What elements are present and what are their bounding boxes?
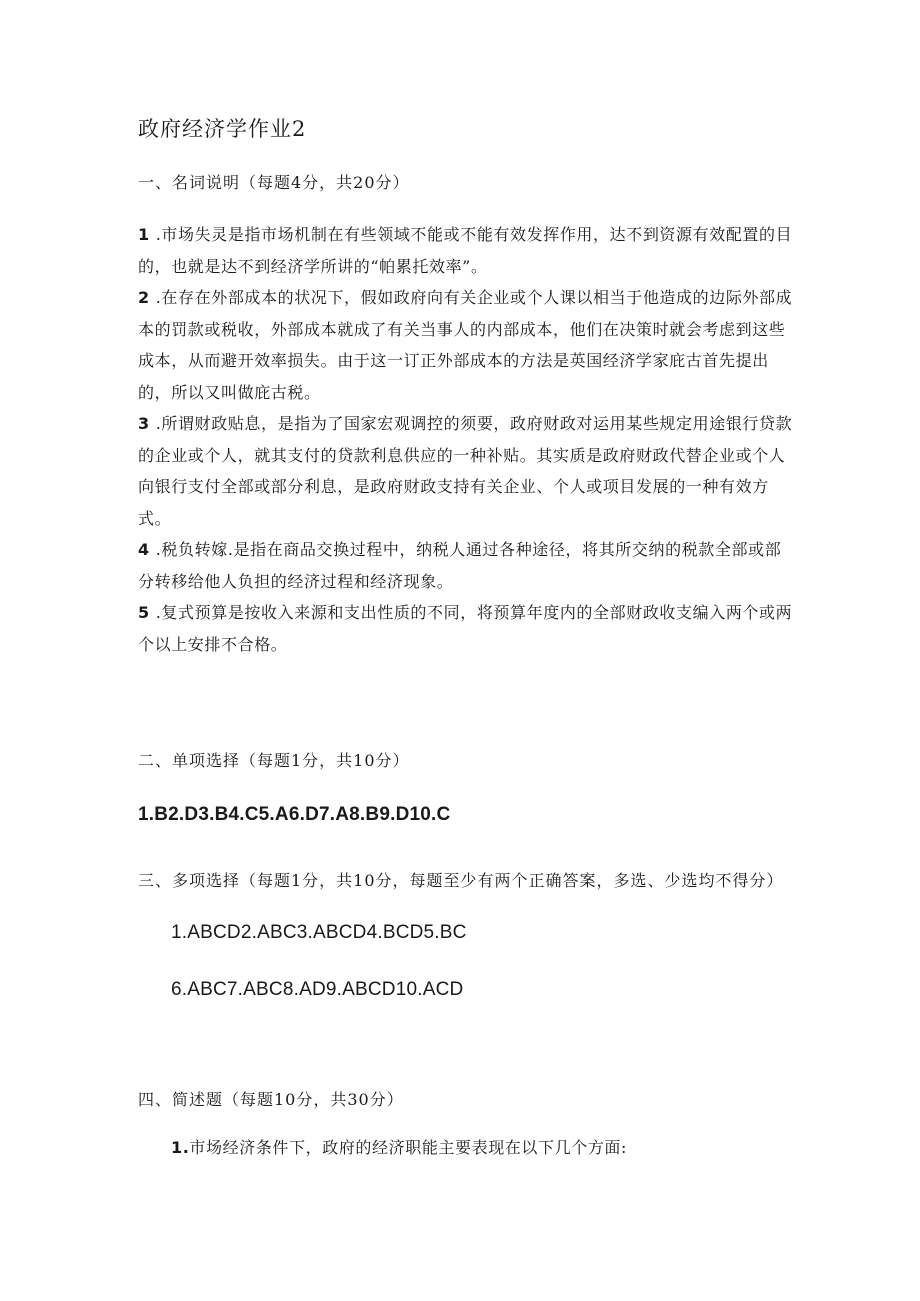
- item-number: 1: [138, 225, 150, 244]
- short-answer-item: [171, 1135, 627, 1158]
- document-title: 政府经济学作业2: [138, 117, 307, 141]
- definition-text: .所谓财政贴息，是指为了国家宏观调控的须要，政府财政对运用某些规定用途银行贷款的企业或个人，就其支付的贷款利息供应的一种补贴。其实质是政府财政代替企业或个人向银行支付全部或部分利息，是政府财政支持有关企业、个人或项目发展的一种有效方式。: [138, 414, 793, 528]
- item-number: 2: [138, 288, 150, 307]
- section-heading-short-answer: 四、简述题（每题10分，共30分）: [138, 1090, 404, 1109]
- definition-text: .在存在外部成本的状况下，假如政府向有关企业或个人课以相当于他造成的边际外部成本的罚款或税收，外部成本就成了有关当事人的内部成本，他们在决策时就会考虑到这些成本，从而避开效率损失。由于这一订正外部成本的方法是英国经济学家庇古首先提出的，所以又叫做庇古税。: [138, 288, 793, 402]
- definition-item: [138, 597, 793, 660]
- item-number: 4: [138, 540, 150, 559]
- definition-item: [138, 282, 793, 408]
- definition-item: [138, 534, 793, 597]
- section-heading-multiple-choice: 三、多项选择（每题1分，共10分，每题至少有两个正确答案，多选、少选均不得分）: [138, 871, 784, 890]
- item-number: 3: [138, 414, 150, 433]
- multiple-choice-answers-line2: 6.ABC7.ABC8.AD9.ABCD10.ACD: [171, 979, 464, 1000]
- single-choice-answers: 1.B2.D3.B4.C5.A6.D7.A8.B9.D10.C: [138, 804, 451, 825]
- multiple-choice-answers-line1: 1.ABCD2.ABC3.ABCD4.BCD5.BC: [171, 922, 467, 943]
- definition-item: [138, 219, 793, 282]
- definition-item: [138, 408, 793, 534]
- definitions-list: [138, 219, 793, 660]
- section-heading-definitions: 一、名词说明（每题4分，共20分）: [138, 173, 410, 192]
- definition-text: .市场失灵是指市场机制在有些领域不能或不能有效发挥作用，达不到资源有效配置的目的，也就是达不到经济学所讲的“帕累托效率”。: [138, 225, 793, 276]
- section-heading-single-choice: 二、单项选择（每题1分，共10分）: [138, 751, 410, 770]
- short-answer-text: 市场经济条件下，政府的经济职能主要表现在以下几个方面:: [189, 1138, 628, 1157]
- item-number: 5: [138, 603, 150, 622]
- definition-text: .税负转嫁.是指在商品交换过程中，纳税人通过各种途径，将其所交纳的税款全部或部分转移给他人负担的经济过程和经济现象。: [138, 540, 782, 591]
- item-number: 1.: [171, 1138, 190, 1157]
- definition-text: .复式预算是按收入来源和支出性质的不同，将预算年度内的全部财政收支编入两个或两个以上安排不合格。: [138, 603, 793, 654]
